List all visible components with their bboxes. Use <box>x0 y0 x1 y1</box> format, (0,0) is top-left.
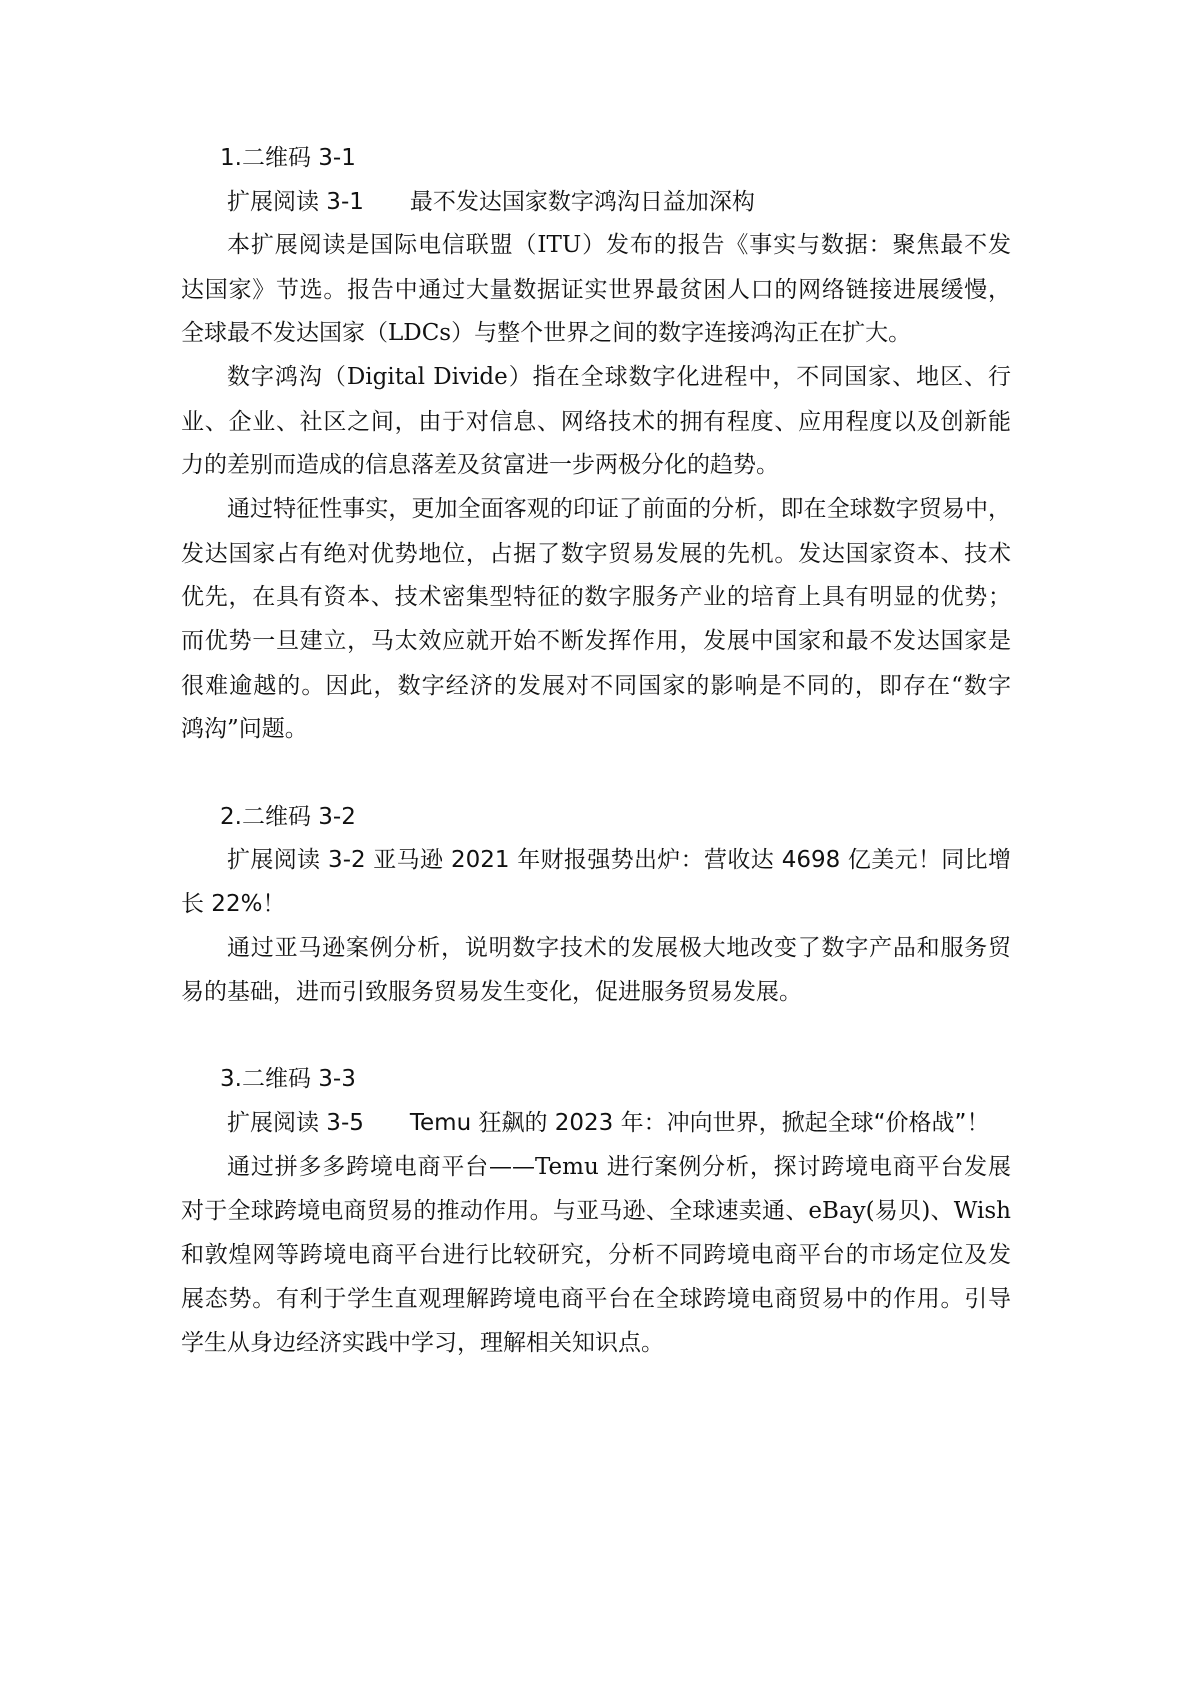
paragraph-line: 优先，在具有资本、技术密集型特征的数字服务产业的培育上具有明显的优势； <box>181 584 1011 610</box>
section-heading-3: 3.二维码 3-3 <box>220 1066 356 1092</box>
paragraph-line: 达国家》节选。报告中通过大量数据证实世界最贫困人口的网络链接进展缓慢， <box>181 277 1011 303</box>
paragraph-line: 通过亚马逊案例分析，说明数字技术的发展极大地改变了数字产品和服务贸 <box>227 935 1011 961</box>
paragraph-line: 展态势。有利于学生直观理解跨境电商平台在全球跨境电商贸易中的作用。引导 <box>181 1286 1011 1312</box>
paragraph-line: 通过特征性事实，更加全面客观的印证了前面的分析，即在全球数字贸易中， <box>227 496 1011 522</box>
paragraph-line: 很难逾越的。因此，数字经济的发展对不同国家的影响是不同的，即存在“数字 <box>181 673 1011 699</box>
paragraph-line: 而优势一旦建立，马太效应就开始不断发挥作用，发展中国家和最不发达国家是 <box>181 628 1011 654</box>
paragraph-line: 学生从身边经济实践中学习，理解相关知识点。 <box>181 1330 664 1356</box>
section-heading-2: 2.二维码 3-2 <box>220 804 356 830</box>
section-title-1: 扩展阅读 3-1 最不发达国家数字鸿沟日益加深构 <box>227 189 755 215</box>
paragraph-line: 业、企业、社区之间，由于对信息、网络技术的拥有程度、应用程度以及创新能 <box>181 409 1011 435</box>
paragraph-line: 力的差别而造成的信息落差及贫富进一步两极分化的趋势。 <box>181 452 779 478</box>
section-title-2-cont: 长 22%！ <box>181 891 286 917</box>
paragraph-line: 对于全球跨境电商贸易的推动作用。与亚马逊、全球速卖通、eBay(易贝)、Wish <box>181 1198 1011 1224</box>
paragraph-line: 发达国家占有绝对优势地位，占据了数字贸易发展的先机。发达国家资本、技术 <box>181 541 1011 567</box>
paragraph-line: 易的基础，进而引致服务贸易发生变化，促进服务贸易发展。 <box>181 979 802 1005</box>
paragraph-line: 本扩展阅读是国际电信联盟（ITU）发布的报告《事实与数据：聚焦最不发 <box>227 232 1011 258</box>
section-heading-1: 1.二维码 3-1 <box>220 145 356 171</box>
paragraph-line: 和敦煌网等跨境电商平台进行比较研究，分析不同跨境电商平台的市场定位及发 <box>181 1242 1011 1268</box>
paragraph-line: 数字鸿沟（Digital Divide）指在全球数字化进程中，不同国家、地区、行 <box>227 364 1011 390</box>
paragraph-line: 全球最不发达国家（LDCs）与整个世界之间的数字连接鸿沟正在扩大。 <box>181 320 912 346</box>
paragraph-line: 通过拼多多跨境电商平台——Temu 进行案例分析，探讨跨境电商平台发展 <box>227 1154 1011 1180</box>
paragraph-line: 鸿沟”问题。 <box>181 716 308 742</box>
section-title-3: 扩展阅读 3-5 Temu 狂飙的 2023 年：冲向世界，掀起全球“价格战”！ <box>227 1110 990 1136</box>
section-title-2: 扩展阅读 3-2 亚马逊 2021 年财报强势出炉：营收达 4698 亿美元！同比增 <box>227 847 1011 873</box>
